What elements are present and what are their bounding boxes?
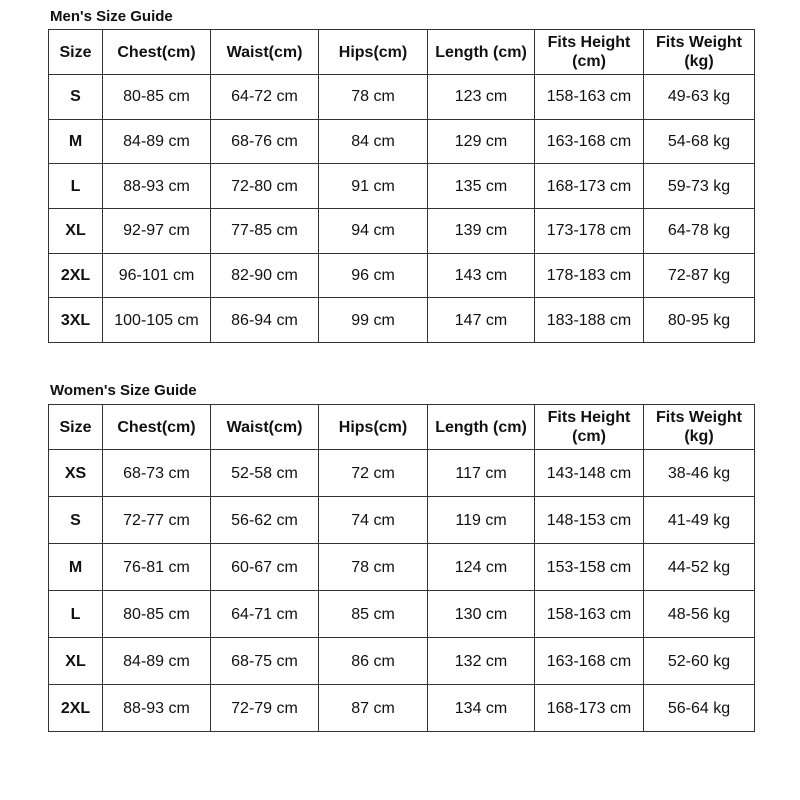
table-cell-hips-cm: 78 cm [319, 75, 428, 120]
column-header-chest-cm: Chest(cm) [103, 405, 211, 450]
column-header-waist-cm: Waist(cm) [211, 405, 319, 450]
size-label: L [49, 164, 103, 209]
column-header-fits-height-cm: Fits Height (cm) [535, 30, 644, 75]
table-cell-waist-cm: 64-71 cm [211, 591, 319, 638]
column-header-size: Size [49, 30, 103, 75]
table-row [49, 591, 755, 638]
table-cell-chest-cm: 68-73 cm [103, 450, 211, 497]
table-cell-hips-cm: 74 cm [319, 497, 428, 544]
table-cell-fits-height-cm: 168-173 cm [535, 685, 644, 732]
size-label: M [49, 119, 103, 164]
table-cell-waist-cm: 82-90 cm [211, 253, 319, 298]
mens-size-table [48, 29, 755, 343]
table-cell-length-cm: 132 cm [428, 638, 535, 685]
table-cell-fits-height-cm: 163-168 cm [535, 119, 644, 164]
table-cell-fits-weight-kg: 54-68 kg [644, 119, 755, 164]
table-cell-hips-cm: 72 cm [319, 450, 428, 497]
table-cell-fits-height-cm: 158-163 cm [535, 591, 644, 638]
table-cell-chest-cm: 76-81 cm [103, 544, 211, 591]
table-row [49, 75, 755, 120]
table-cell-fits-weight-kg: 72-87 kg [644, 253, 755, 298]
table-cell-waist-cm: 68-76 cm [211, 119, 319, 164]
womens-size-guide-title: Women's Size Guide [50, 382, 197, 399]
table-cell-length-cm: 130 cm [428, 591, 535, 638]
table-cell-fits-weight-kg: 64-78 kg [644, 209, 755, 254]
table-cell-hips-cm: 87 cm [319, 685, 428, 732]
table-cell-chest-cm: 92-97 cm [103, 209, 211, 254]
table-cell-length-cm: 123 cm [428, 75, 535, 120]
table-row [49, 685, 755, 732]
table-cell-fits-weight-kg: 80-95 kg [644, 298, 755, 343]
table-cell-waist-cm: 68-75 cm [211, 638, 319, 685]
table-row [49, 119, 755, 164]
size-label: S [49, 497, 103, 544]
mens-size-guide-title: Men's Size Guide [50, 8, 173, 25]
table-cell-chest-cm: 84-89 cm [103, 638, 211, 685]
table-cell-length-cm: 135 cm [428, 164, 535, 209]
size-label: 2XL [49, 685, 103, 732]
table-cell-length-cm: 119 cm [428, 497, 535, 544]
table-row [49, 253, 755, 298]
table-cell-chest-cm: 80-85 cm [103, 75, 211, 120]
table-cell-fits-weight-kg: 41-49 kg [644, 497, 755, 544]
column-header-fits-weight-kg: Fits Weight (kg) [644, 405, 755, 450]
size-label: M [49, 544, 103, 591]
table-row [49, 450, 755, 497]
table-cell-length-cm: 147 cm [428, 298, 535, 343]
table-cell-chest-cm: 96-101 cm [103, 253, 211, 298]
table-cell-hips-cm: 91 cm [319, 164, 428, 209]
size-label: L [49, 591, 103, 638]
size-label: XL [49, 209, 103, 254]
table-cell-fits-height-cm: 148-153 cm [535, 497, 644, 544]
table-cell-length-cm: 124 cm [428, 544, 535, 591]
table-cell-fits-height-cm: 153-158 cm [535, 544, 644, 591]
column-header-size: Size [49, 405, 103, 450]
table-cell-fits-height-cm: 158-163 cm [535, 75, 644, 120]
table-row [49, 209, 755, 254]
table-cell-fits-height-cm: 163-168 cm [535, 638, 644, 685]
column-header-fits-height-cm: Fits Height (cm) [535, 405, 644, 450]
table-row [49, 638, 755, 685]
table-cell-waist-cm: 56-62 cm [211, 497, 319, 544]
table-cell-chest-cm: 72-77 cm [103, 497, 211, 544]
header-row [49, 405, 755, 450]
table-cell-waist-cm: 86-94 cm [211, 298, 319, 343]
column-header-fits-weight-kg: Fits Weight (kg) [644, 30, 755, 75]
size-label: 2XL [49, 253, 103, 298]
table-cell-length-cm: 117 cm [428, 450, 535, 497]
table-cell-waist-cm: 52-58 cm [211, 450, 319, 497]
table-cell-chest-cm: 88-93 cm [103, 685, 211, 732]
table-cell-fits-height-cm: 178-183 cm [535, 253, 644, 298]
table-cell-waist-cm: 77-85 cm [211, 209, 319, 254]
size-label: XL [49, 638, 103, 685]
table-cell-chest-cm: 100-105 cm [103, 298, 211, 343]
size-label: S [49, 75, 103, 120]
table-row [49, 544, 755, 591]
column-header-chest-cm: Chest(cm) [103, 30, 211, 75]
table-row [49, 298, 755, 343]
table-cell-hips-cm: 78 cm [319, 544, 428, 591]
size-label: 3XL [49, 298, 103, 343]
table-cell-fits-height-cm: 143-148 cm [535, 450, 644, 497]
womens-size-table [48, 404, 755, 732]
table-cell-chest-cm: 88-93 cm [103, 164, 211, 209]
column-header-hips-cm: Hips(cm) [319, 30, 428, 75]
table-cell-hips-cm: 85 cm [319, 591, 428, 638]
table-cell-waist-cm: 72-80 cm [211, 164, 319, 209]
table-cell-length-cm: 139 cm [428, 209, 535, 254]
table-cell-hips-cm: 84 cm [319, 119, 428, 164]
size-label: XS [49, 450, 103, 497]
column-header-length-cm: Length (cm) [428, 30, 535, 75]
table-cell-fits-weight-kg: 56-64 kg [644, 685, 755, 732]
table-cell-chest-cm: 80-85 cm [103, 591, 211, 638]
table-cell-length-cm: 134 cm [428, 685, 535, 732]
table-cell-fits-weight-kg: 44-52 kg [644, 544, 755, 591]
table-cell-fits-weight-kg: 48-56 kg [644, 591, 755, 638]
table-row [49, 497, 755, 544]
column-header-length-cm: Length (cm) [428, 405, 535, 450]
table-cell-chest-cm: 84-89 cm [103, 119, 211, 164]
table-cell-length-cm: 129 cm [428, 119, 535, 164]
table-cell-fits-height-cm: 183-188 cm [535, 298, 644, 343]
column-header-hips-cm: Hips(cm) [319, 405, 428, 450]
table-cell-length-cm: 143 cm [428, 253, 535, 298]
header-row [49, 30, 755, 75]
table-cell-fits-weight-kg: 52-60 kg [644, 638, 755, 685]
table-cell-waist-cm: 72-79 cm [211, 685, 319, 732]
column-header-waist-cm: Waist(cm) [211, 30, 319, 75]
table-cell-fits-height-cm: 173-178 cm [535, 209, 644, 254]
table-row [49, 164, 755, 209]
table-cell-hips-cm: 99 cm [319, 298, 428, 343]
table-cell-waist-cm: 60-67 cm [211, 544, 319, 591]
table-cell-waist-cm: 64-72 cm [211, 75, 319, 120]
table-cell-fits-height-cm: 168-173 cm [535, 164, 644, 209]
table-cell-hips-cm: 86 cm [319, 638, 428, 685]
table-cell-hips-cm: 94 cm [319, 209, 428, 254]
table-cell-fits-weight-kg: 49-63 kg [644, 75, 755, 120]
table-cell-hips-cm: 96 cm [319, 253, 428, 298]
table-cell-fits-weight-kg: 59-73 kg [644, 164, 755, 209]
table-cell-fits-weight-kg: 38-46 kg [644, 450, 755, 497]
